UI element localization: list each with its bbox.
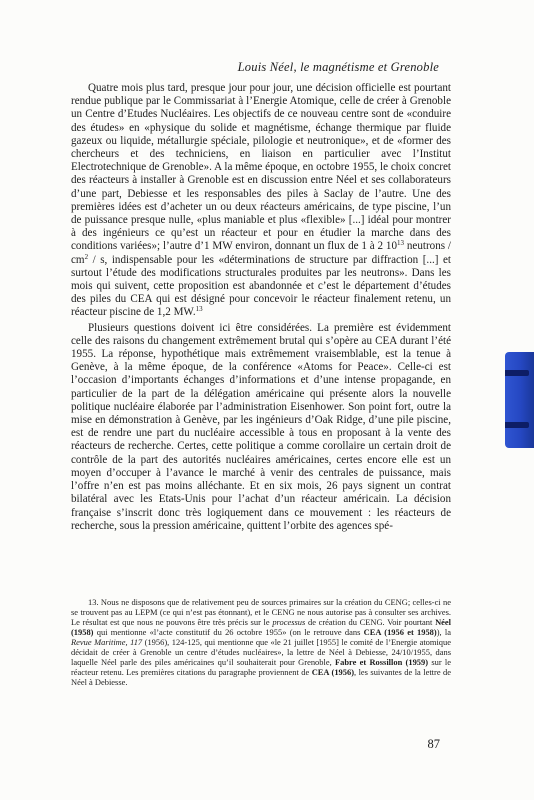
main-text <box>71 82 451 533</box>
footnote-text: , les suivantes de la lettre de Néel à Debiesse. <box>71 667 452 688</box>
footnote-italic-term: processus <box>272 617 306 628</box>
footnote-text: 13. Nous ne disposons que de relativement peu de sources primaires sur la création du CENG; celles-ci ne se trouvent pas au LEPM (ce qui n’est pas étonnant), et le CENG ne nous autorise pas à consulter ses archives. Le résultat est que nous ne pouvons être très précis sur le <box>71 597 451 628</box>
page-tab-marker <box>505 352 534 448</box>
running-title: Louis Néel, le magnétisme et Grenoble <box>237 60 439 74</box>
footnote-13 <box>71 597 451 687</box>
citation-cea-1956: CEA (1956) <box>311 667 355 678</box>
paragraph-2: Plusieurs questions doivent ici être considérées. La première est évidemment celle des raisons du changement extrêmement brutal qui s’opère au CEA durant l’été 1955. La réponse, hypothétique mais extrêmement vraisemblable, est la tenue à Genève, à la même époque, de la conférence «Atoms for Peace». Celle-ci est l’occasion d’importants échanges d’informations et d’une intense propagande, en particulier de la part de la délégation américaine qui présente alors la nouvelle politique nucléaire élaborée par l’administration Eisenhower. Son point fort, outre la mise en démonstration à Genève, par les ingénieurs d’Oak Ridge, d’une pile piscine, est de rendre une part du nucléaire accessible à tous en proposant à la vente des réacteurs de recherche. Certes, cette politique a comme corollaire un certain droit de contrôle de la part des autorités nucléaires américaines, certes encore elle est un moyen d’occuper à l’avance le marché à venir des centrales de puissance, mais l’offre n’en est pas moins alléchante. Et en six mois, 26 pays signent un contrat bilatéral avec les Etats-Unis pour l’achat d’un réacteur américain. La décision française s’inscrit donc très logiquement dans ce mouvement : les réacteurs de recherche, sous la pression américaine, quittent l’orbite des agences spé- <box>71 321 451 532</box>
footnote-block <box>71 597 451 687</box>
footnote-text: qui mentionne «l’acte constitutif du 26 octobre 1955» (on le retrouve dans <box>93 627 364 638</box>
footnote-text: sur le réacteur retenu. Les premières citations du paragraphe proviennent de <box>71 657 451 678</box>
citation-neel-1958: Néel (1958) <box>71 617 451 638</box>
footnote-text: ), la <box>436 627 451 638</box>
tab-notch <box>505 422 529 428</box>
square-exponent: 2 <box>84 252 89 261</box>
paragraph-1 <box>71 82 451 320</box>
citation-cea-1956-1958: CEA (1956 et 1958) <box>363 627 437 638</box>
citation-revue-maritime: Revue Maritime, 117 <box>71 637 143 648</box>
footnote-text: (1956), 124-125, qui mentionne que «le 21 juillet [1955] le comité de l’Energie atomique décidait de créer à Grenoble un centre d’études nucléaires», la lettre de Néel à Debiesse, 24/10/1955, dans laquelle Néel parle des piles américaines qu’il souhaiterait pour Grenoble, <box>71 637 451 668</box>
footnote-reference[interactable]: 13 <box>195 305 203 314</box>
footnote-text: de création du CENG. Voir pourtant <box>305 617 436 628</box>
citation-fabre-rossillon: Fabre et Rossillon (1959) <box>334 657 429 668</box>
paragraph-1-part-c: / s, indispensable pour les «déterminations de structure par diffraction [...] et surtout l’étude des modifications structurales produites par les neutrons». Dans les mois qui suivent, cette proposition est abandonnée et c’est le département d’études des piles du CEA qui est désigné pour concevoir le réacteur finalement retenu, un réacteur piscine de 1,2 MW. <box>71 253 451 319</box>
tab-notch <box>505 370 529 376</box>
flux-exponent: 13 <box>397 239 405 248</box>
page-number: 87 <box>427 737 440 751</box>
paragraph-1-part-a: Quatre mois plus tard, presque jour pour jour, une décision officielle est pourtant rendue publique par le Commissariat à l’Energie Atomique, celle de créer à Grenoble un Centre d’Etudes Nucléaires. Les objectifs de ce nouveau centre sont de «conduire des études» en «physique du solide et magnétisme, échange thermique par fluide gazeux ou liquide, métallurgie spéciale, pilologie et neutronique», et de «former des chercheurs et des techniciens, en liaison en particulier avec l’Institut Electrotechnique de Grenoble». A la même époque, en octobre 1955, le choix concret des réacteurs à installer à Grenoble est en discussion entre Néel et ses collaborateurs d’une part, Debiesse et les responsables des piles à Saclay de l’autre. Une des premières idées est d’acheter un ou deux réacteurs américains, de type piscine, l’un de puissance presque nulle, «plus maniable et plus «flexible» [...] idéal pour montrer à des ingénieurs ce qu’est un réacteur et pour en étudier la marche dans des conditions variées»; l’autre d’1 MW environ, donnant un flux de 1 à 2 10 <box>71 82 451 253</box>
paragraph-1-part-b: neutrons / cm <box>71 240 452 266</box>
